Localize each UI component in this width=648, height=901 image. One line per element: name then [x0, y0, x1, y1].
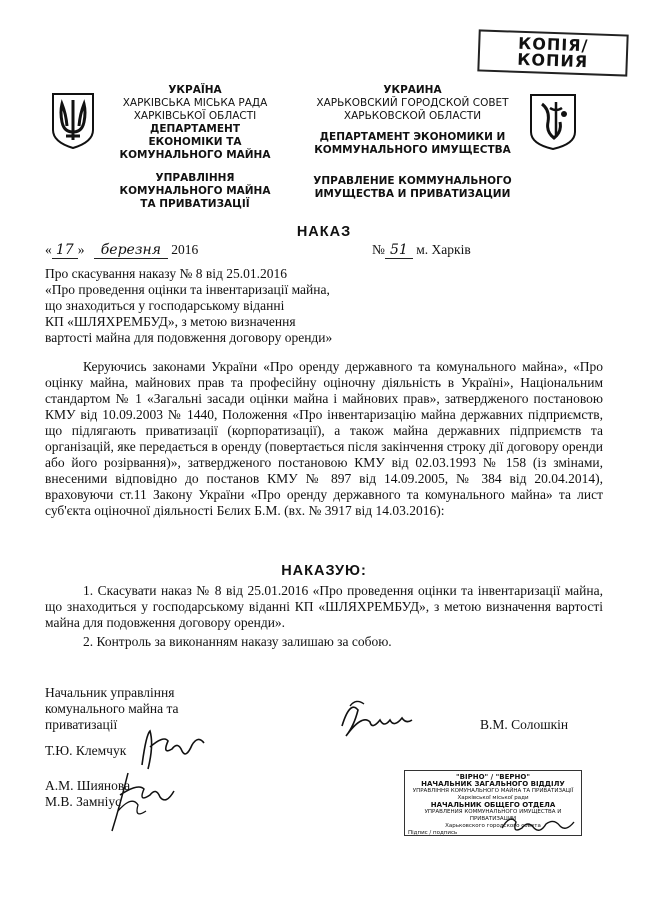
cert-signature-icon [498, 812, 578, 838]
order-item-2: 2. Контроль за виконанням наказу залишаю за собою. [83, 634, 392, 649]
country-ru: УКРАИНА [383, 84, 442, 96]
approver-2: А.М. Шиянова [45, 778, 131, 793]
preamble [45, 359, 603, 519]
kharkiv-emblem-icon [528, 92, 578, 152]
order-number [372, 242, 471, 259]
subject-line-4: КП «ШЛЯХРЕМБУД», з метою визначення [45, 314, 296, 329]
subject-line-5: вартості майна для подовження договору оренди» [45, 330, 333, 345]
date-quote-close: » [77, 242, 85, 257]
copy-stamp-line-1: КОПІЯ/ [517, 33, 589, 56]
council-ua-2: ХАРКІВСЬКОЇ ОБЛАСТІ [133, 110, 257, 122]
signatory-title-1: Начальник управління [45, 685, 175, 700]
trident-coat-of-arms-icon [50, 92, 96, 150]
order-items [45, 583, 603, 650]
department-ua-2: ЕКОНОМІКИ ТА [148, 136, 242, 148]
signatory-name: В.М. Солошкін [480, 717, 569, 732]
date-day: 17 [52, 242, 78, 259]
header-ukrainian [115, 84, 275, 211]
header-russian [300, 84, 525, 201]
directorate-ua-3: ТА ПРИВАТИЗАЦІЇ [140, 198, 250, 210]
copy-stamp-line-2: КОПИЯ [517, 49, 589, 72]
department-ru-1: ДЕПАРТАМЕНТ ЭКОНОМИКИ И [319, 131, 506, 143]
cert-stamp-line-6: УПРАВЛЕНИЯ КОММУНАЛЬНОГО ИМУЩЕСТВА И ПРИВАТИЗАЦИИ [424, 809, 562, 822]
order-heading: НАКАЗУЮ: [281, 563, 367, 579]
signatory-title-3: приватизації [45, 717, 118, 732]
cert-stamp-line-2: НАЧАЛЬНИК ЗАГАЛЬНОГО ВІДДІЛУ [421, 780, 565, 788]
cert-stamp-line-3: УПРАВЛІННЯ КОМУНАЛЬНОГО МАЙНА ТА ПРИВАТИЗАЦІЇ [412, 788, 574, 794]
date-quote-open: « [45, 242, 52, 257]
order-date [45, 242, 198, 259]
cert-stamp-line-4: Харківської міської ради [457, 795, 529, 801]
cert-stamp-line-7: Харьковского городского совета [445, 823, 541, 829]
subject-line-3: що знаходиться у господарському віданні [45, 298, 285, 313]
subject-line-1: Про скасування наказу № 8 від 25.01.2016 [45, 266, 287, 281]
department-ru-2: КОММУНАЛЬНОГО ИМУЩЕСТВА [314, 144, 511, 156]
city: м. Харків [416, 242, 471, 257]
country-ua: УКРАЇНА [168, 84, 222, 96]
approver-1: Т.Ю. Клемчук [45, 743, 127, 758]
directorate-ua-1: УПРАВЛІННЯ [155, 172, 235, 184]
approver-3: М.В. Замніус [45, 794, 122, 809]
order-item-1: 1. Скасувати наказ № 8 від 25.01.2016 «Про проведення оцінки та інвентаризації майна, що знаходиться у господарському віданні КП «ШЛЯХРЕМБУД», з метою визначення вартості майна для подовження договору оренди». [45, 583, 603, 630]
cert-stamp-line-8: Підпис / подпись [408, 830, 458, 836]
date-year: 2016 [171, 242, 199, 257]
council-ru-1: ХАРЬКОВСКИЙ ГОРОДСКОЙ СОВЕТ [316, 97, 509, 109]
cert-stamp-line-5: НАЧАЛЬНИК ОБЩЕГО ОТДЕЛА [430, 801, 556, 809]
directorate-ru-1: УПРАВЛЕНИЕ КОММУНАЛЬНОГО [313, 175, 512, 187]
document-title: НАКАЗ [296, 224, 352, 240]
directorate-ua-2: КОМУНАЛЬНОГО МАЙНА [119, 185, 271, 197]
number-prefix: № [372, 242, 385, 257]
head-signature-icon [336, 696, 416, 744]
council-ua-1: ХАРКІВСЬКА МІСЬКА РАДА [122, 97, 268, 109]
signatory-title-2: комунального майна та [45, 701, 179, 716]
subject-line-2: «Про проведення оцінки та інвентаризації майна, [45, 282, 330, 297]
copy-stamp [477, 29, 628, 76]
preamble-text: Керуючись законами України «Про оренду державного та комунального майна», «Про оцінку майна, майнових прав та професійну оціночну діяльність в Україні», Національним стандартом № 1 «Загальні засади оцінки майна і майнових прав», затвердженого постановою КМУ від 10.09.2003 № 1440, Положення «Про інвентаризацію майна державних підприємств, що підлягають приватизації (корпоратизації), а також майна державних підприємств та організацій, яке передається в оренду (повертається після закінчення строку дії договору оренди або його розірвання)», затвердженого постановою КМУ від 02.03.1993 № 158 (із змінами, внесеними відповідно до постанов КМУ № 897 від 14.09.2005, № 384 від 20.04.2014), враховуючи ст.11 Закону України «Про оренду державного та комунального майна» та лист суб'єкта оціночної діяльності Бєлих Б.М. (вх. № 3917 від 14.03.2016): [45, 359, 603, 518]
directorate-ru-2: ИМУЩЕСТВА И ПРИВАТИЗАЦИИ [314, 188, 511, 200]
cert-stamp-line-1: "ВІРНО" / "ВЕРНО" [456, 773, 530, 781]
number-value: 51 [385, 242, 413, 259]
council-ru-2: ХАРЬКОВСКОЙ ОБЛАСТИ [343, 110, 482, 122]
department-ua-1: ДЕПАРТАМЕНТ [150, 123, 240, 135]
date-month: березня [94, 242, 168, 259]
approver-2-3-signature-icon [98, 765, 188, 837]
order-subject [45, 266, 332, 346]
department-ua-3: КОМУНАЛЬНОГО МАЙНА [119, 149, 271, 161]
